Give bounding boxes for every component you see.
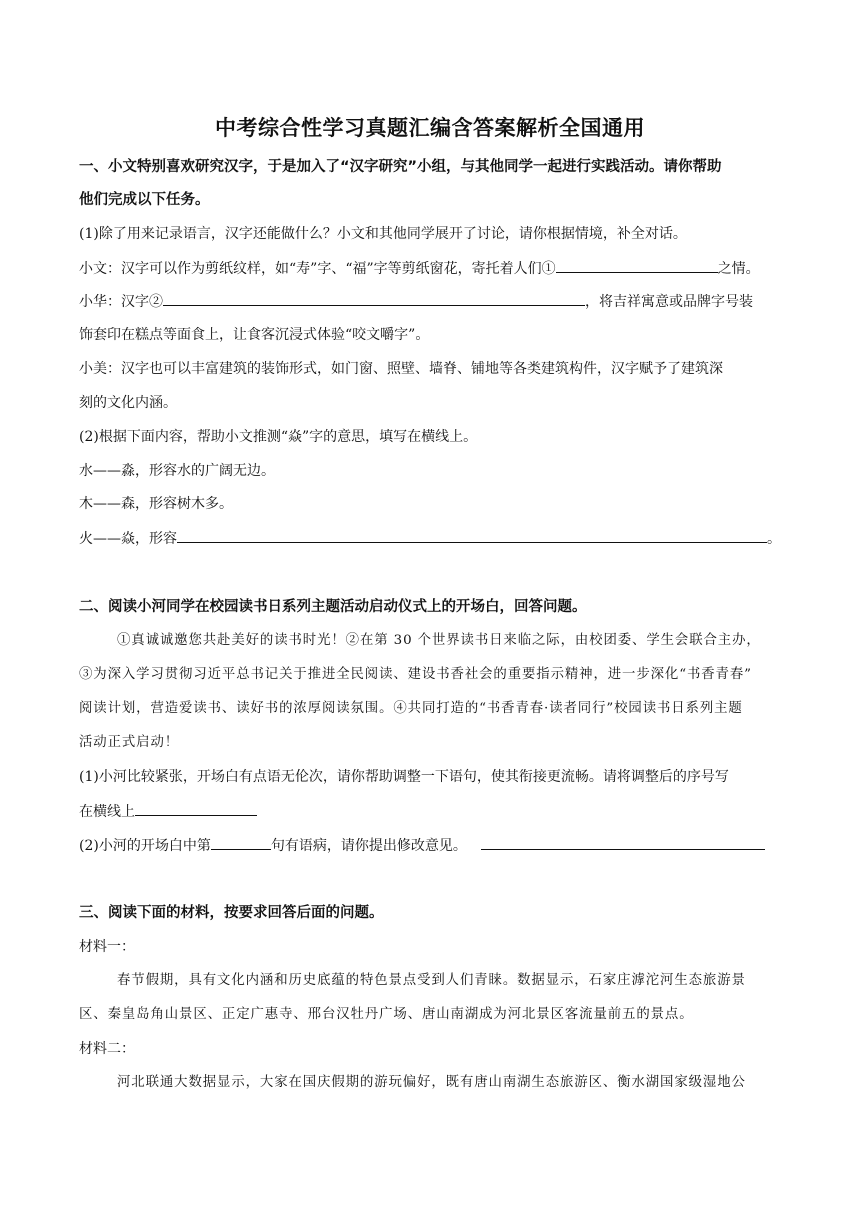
q1-xiaohua-line2: 饰套印在糕点等面食上，让食客沉浸式体验“咬文嚼字”。	[79, 327, 430, 343]
q2-subquestion-1: (1)小河比较紧张，开场白有点语无伦次，请你帮助调整一下语句，使其衔接更流畅。请将调整后的序号写	[79, 769, 729, 785]
q1-xiaohua-line	[79, 291, 753, 312]
q2-subquestion-1-line2	[79, 801, 257, 822]
q2-passage-line3: 阅读计划，营造爱读书、读好书的浓厚阅读氛围。④共同打造的“书香青春·读者同行”校园读书日系列主题	[79, 701, 743, 716]
q1-shui-line: 水——淼，形容水的广阔无边。	[79, 463, 275, 479]
q2-s2-mid: 句有语病，请你提出修改意见。	[270, 838, 467, 854]
q1-huo-line	[79, 528, 781, 549]
answer-blank-5[interactable]	[211, 835, 271, 850]
huo-tail: 。	[767, 531, 781, 547]
answer-blank-6[interactable]	[481, 835, 765, 850]
q2-subquestion-2	[79, 835, 765, 856]
xiaohua-text: 小华：汉字②	[79, 294, 163, 310]
q3-material2-line1: 河北联通大数据显示，大家在国庆假期的游玩偏好，既有唐山南湖生态旅游区、衡水湖国家级湿地公	[117, 1075, 746, 1090]
answer-blank-2[interactable]	[163, 291, 585, 306]
xiaohua-tail: ，将吉祥寓意或品牌字号装	[585, 294, 753, 310]
q1-subquestion-1: (1)除了用来记录语言，汉字还能做什么？小文和其他同学展开了讨论，请你根据情境，补全对话。	[79, 226, 687, 242]
q3-material1-line2: 区、秦皇岛角山景区、正定广惠寺、邢台汉牡丹广场、唐山南湖成为河北景区客流量前五的景点。	[79, 1007, 694, 1022]
q1-heading-line2: 他们完成以下任务。	[79, 192, 210, 208]
q1-xiaowen-line	[79, 258, 760, 279]
q1-heading-line1: 一、小文特别喜欢研究汉字，于是加入了“汉字研究”小组，与其他同学一起进行实践活动。请你帮助	[79, 159, 722, 175]
q2-passage-line1: ①真诚诚邀您共赴美好的读书时光！②在第 30 个世界读书日来临之际，由校团委、学生会联合主办，	[117, 633, 761, 648]
huo-text: 火——焱，形容	[79, 531, 177, 547]
answer-blank-1[interactable]	[556, 258, 718, 273]
xiaowen-tail: 之情。	[717, 261, 760, 277]
q3-heading: 三、阅读下面的材料，按要求回答后面的问题。	[79, 905, 384, 921]
q2-passage-line2: ③为深入学习贯彻习近平总书记关于推进全民阅读、建设书香社会的重要指示精神，进一步深化“书香青春”	[79, 667, 752, 682]
q1-subquestion-2: (2)根据下面内容，帮助小文推测“焱”字的意思，填写在横线上。	[79, 429, 478, 445]
q3-material2-label: 材料二：	[79, 1041, 135, 1057]
page-title: 中考综合性学习真题汇编含答案解析全国通用	[215, 116, 645, 140]
answer-blank-3[interactable]	[177, 528, 767, 543]
q2-s1-text: 在横线上	[79, 804, 135, 820]
q3-material1-line1: 春节假期，具有文化内涵和历史底蕴的特色景点受到人们青睐。数据显示，石家庄滹沱河生态旅游景	[117, 973, 746, 988]
q2-passage-line4: 活动正式启动！	[79, 735, 180, 750]
answer-blank-4[interactable]	[135, 801, 257, 816]
q1-xiaomei-line1: 小美：汉字也可以丰富建筑的装饰形式，如门窗、照壁、墙脊、铺地等各类建筑构件，汉字赋予了建筑深	[79, 361, 723, 377]
xiaowen-text: 小文：汉字可以作为剪纸纹样，如“寿”字、“福”字等剪纸窗花，寄托着人们①	[79, 261, 556, 277]
q1-mu-line: 木——森，形容树木多。	[79, 496, 233, 512]
q1-xiaomei-line2: 刻的文化内涵。	[79, 395, 177, 411]
q2-heading: 二、阅读小河同学在校园读书日系列主题活动启动仪式上的开场白，回答问题。	[79, 599, 587, 615]
q2-s2-text: (2)小河的开场白中第	[79, 838, 211, 854]
q3-material1-label: 材料一：	[79, 939, 135, 955]
